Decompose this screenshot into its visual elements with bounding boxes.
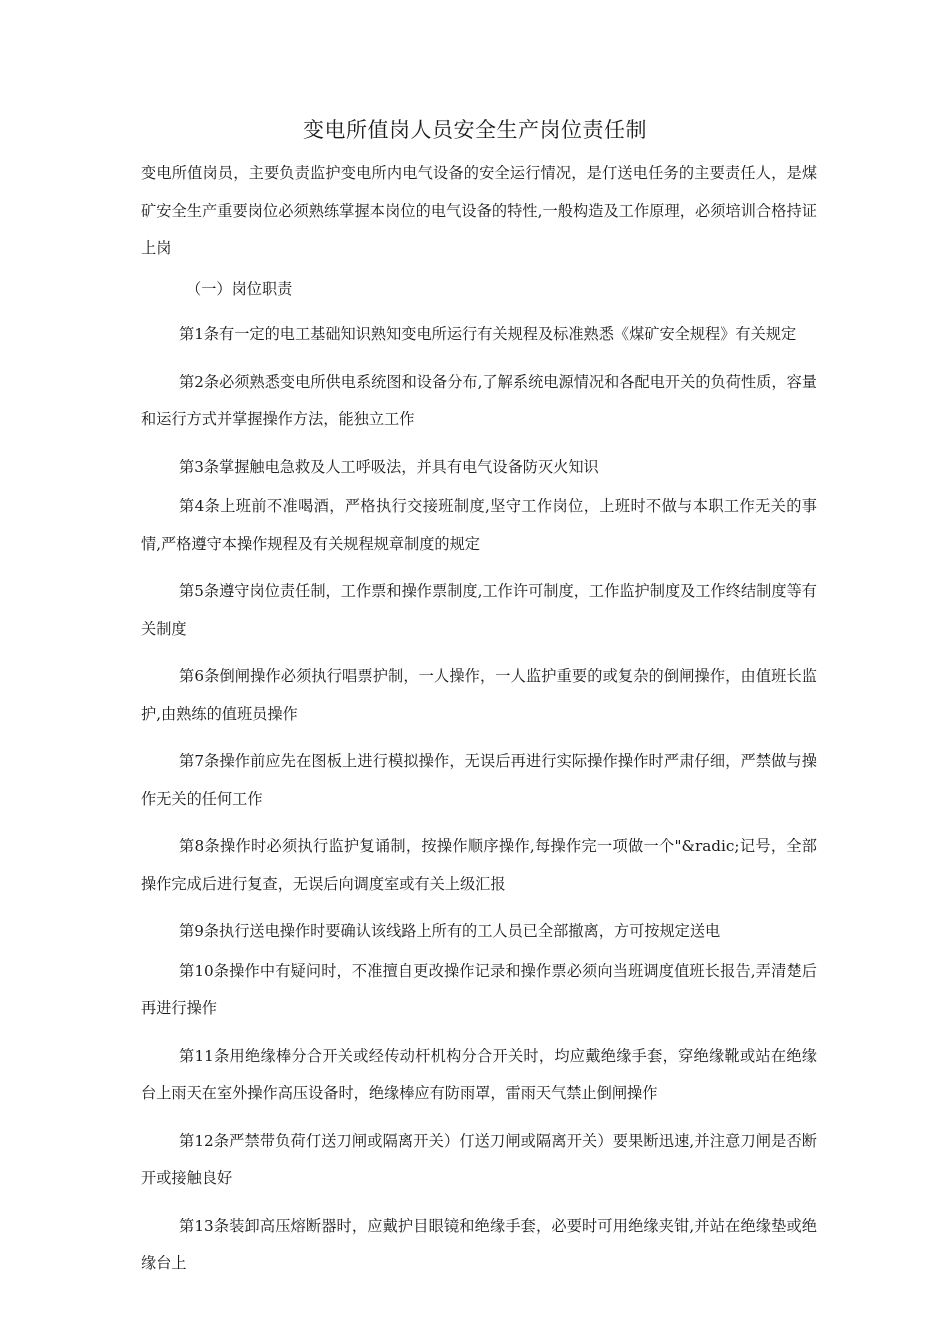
article-2: 第2条必须熟悉变电所供电系统图和设备分布,了解系统电源情况和各配电开关的负荷性质，容量和运行方式并掌握操作方法，能独立工作 <box>141 372 817 428</box>
article-1: 第1条有一定的电工基础知识熟知变电所运行有关规程及标准熟悉《煤矿安全规程》有关规定 <box>179 325 797 343</box>
article-11: 第11条用绝缘棒分合开关或经传动杆机构分合开关时，均应戴绝缘手套，穿绝缘靴或站在绝缘台上雨天在室外操作高压设备时，绝缘棒应有防雨罩，雷雨天气禁止倒闸操作 <box>141 1046 817 1102</box>
article-10: 第10条操作中有疑问时，不准擅自更改操作记录和操作票必须向当班调度值班长报告,弄清楚后再进行操作 <box>141 961 817 1017</box>
article-4: 第4条上班前不准喝酒，严格执行交接班制度,坚守工作岗位，上班时不做与本职工作无关的事情,严格遵守本操作规程及有关规程规章制度的规定 <box>141 497 817 553</box>
article-8: 第8条操作时必须执行监护复诵制，按操作顺序操作,每操作完一项做一个"&radic;记号，全部操作完成后进行复查，无误后向调度室或有关上级汇报 <box>141 837 817 893</box>
section-heading: （一）岗位职责 <box>186 279 293 298</box>
article-3: 第3条掌握触电急救及人工呼吸法，并具有电气设备防灭火知识 <box>179 457 599 476</box>
article-9: 第9条执行送电操作时要确认该线路上所有的工人员已全部撤离，方可按规定送电 <box>179 922 721 940</box>
document-body <box>141 155 817 1293</box>
article-13: 第13条装卸高压熔断器时，应戴护目眼镜和绝缘手套，必要时可用绝缘夹钳,并站在绝缘垫或绝缘台上 <box>141 1216 817 1272</box>
page-title: 变电所值岗人员安全生产岗位责任制 <box>303 118 647 142</box>
article-7: 第7条操作前应先在图板上进行模拟操作，无误后再进行实际操作操作时严肃仔细，严禁做与操作无关的任何工作 <box>141 752 817 808</box>
article-6: 第6条倒闸操作必须执行唱票护制，一人操作，一人监护重要的或复杂的倒闸操作，由值班长监护,由熟练的值班员操作 <box>141 667 817 723</box>
article-5: 第5条遵守岗位责任制，工作票和操作票制度,工作许可制度，工作监护制度及工作终结制度等有关制度 <box>141 582 817 638</box>
intro-paragraph: 变电所值岗员，主要负责监护变电所内电气设备的安全运行情况，是仃送电任务的主要责任人，是煤矿安全生产重要岗位必须熟练掌握本岗位的电气设备的特性,一般构造及工作原理，必须培训合格持证上岗 <box>141 164 817 257</box>
article-12: 第12条严禁带负荷仃送刀闸或隔离开关）仃送刀闸或隔离开关）要果断迅速,并注意刀闸是否断开或接触良好 <box>141 1131 817 1187</box>
